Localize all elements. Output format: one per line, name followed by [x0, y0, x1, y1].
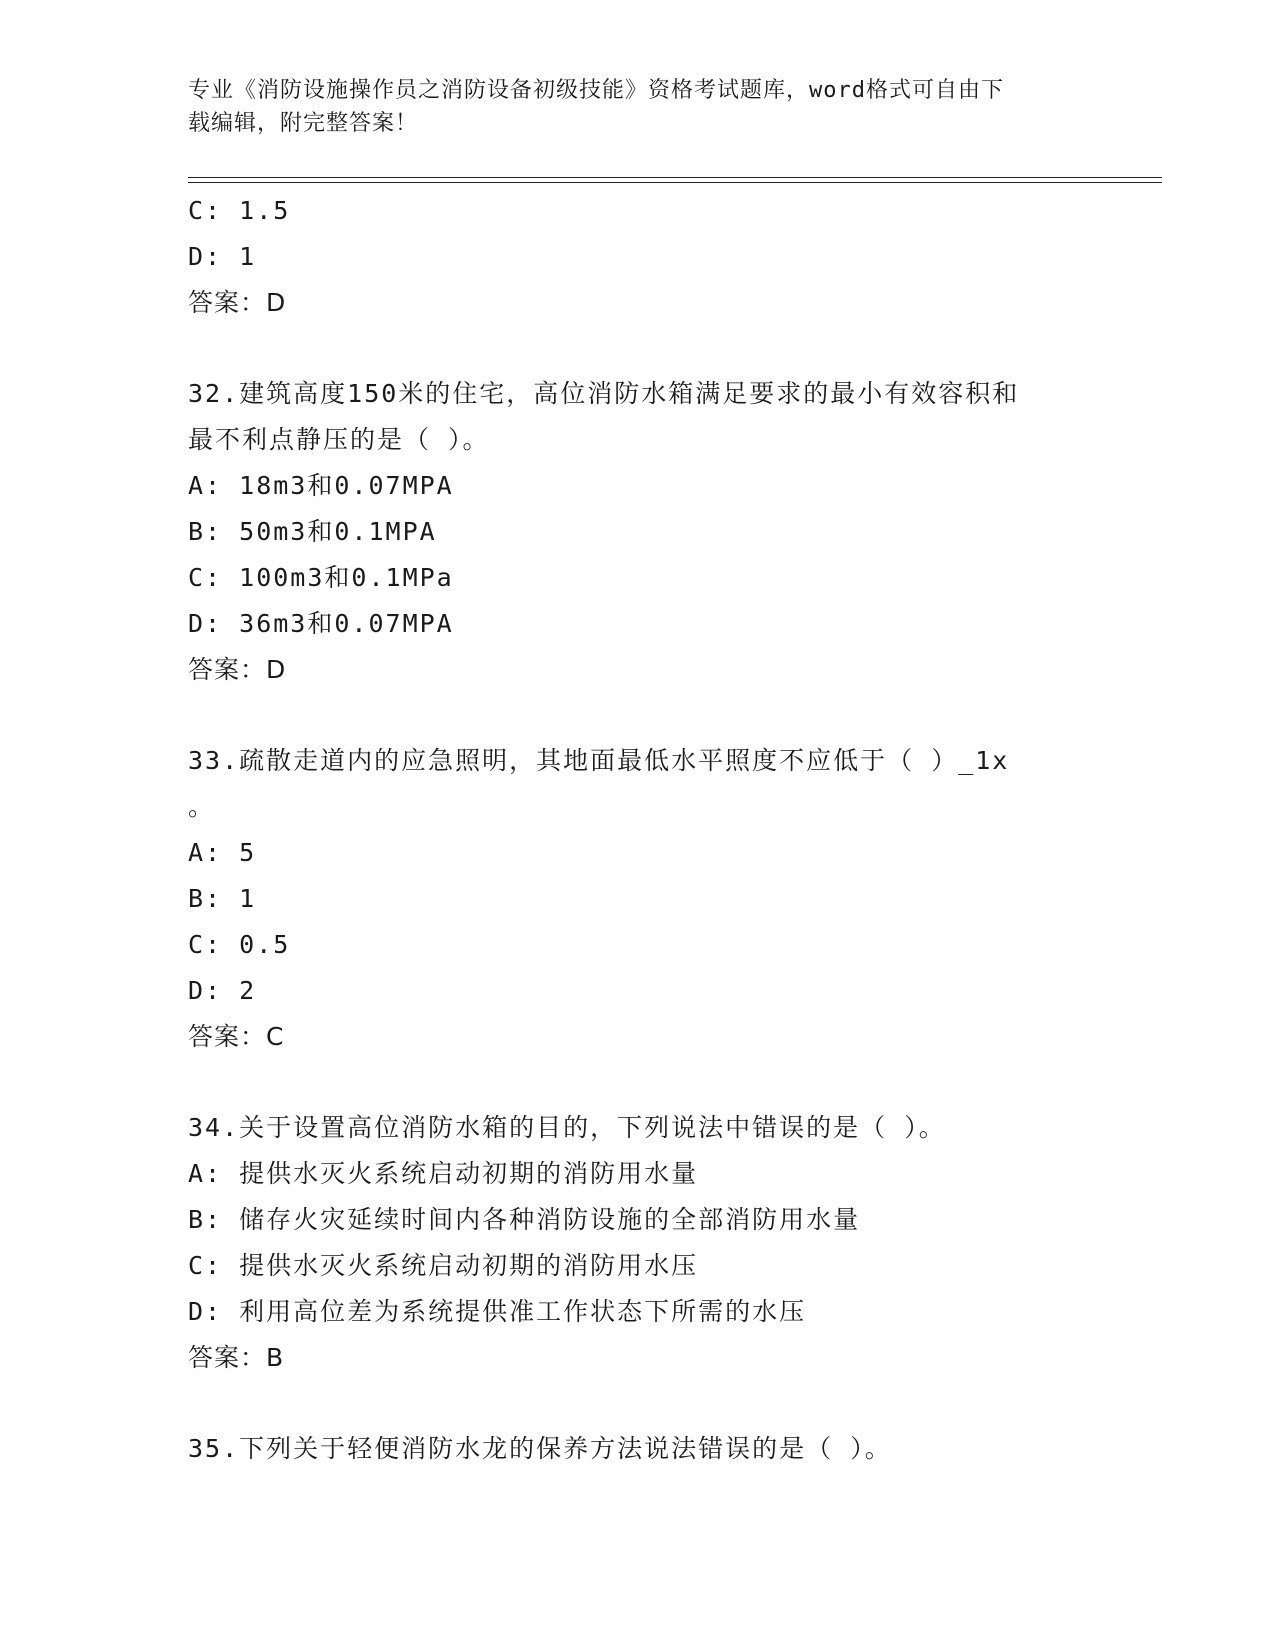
- question-stem-line1: 33.疏散走道内的应急照明，其地面最低水平照度不应低于（ ）_1x: [188, 746, 1010, 775]
- option-d: D: 2: [188, 976, 257, 1005]
- option-a: A: 5: [188, 838, 257, 867]
- header-text-line1: 专业《消防设施操作员之消防设备初级技能》资格考试题库，word格式可自由下: [188, 78, 1004, 103]
- question-stem-line1: 32.建筑高度150米的住宅，高位消防水箱满足要求的最小有效容积和: [188, 379, 1020, 408]
- question-stem-line1: 34.关于设置高位消防水箱的目的，下列说法中错误的是（ ）。: [188, 1113, 946, 1142]
- question-stem: [188, 1105, 1068, 1151]
- option-d: D: 1: [188, 242, 257, 271]
- header-divider: [188, 177, 1162, 178]
- option-c: C: 100m3和0.1MPa: [188, 563, 454, 592]
- option-c: C: 0.5: [188, 930, 291, 959]
- option-c: C: 提供水灭火系统启动初期的消防用水压: [188, 1251, 699, 1280]
- question-34: [188, 1105, 1088, 1381]
- question-stem: [188, 738, 1068, 830]
- question-32: [188, 371, 1088, 693]
- page-header: [188, 74, 1068, 140]
- question-33: [188, 738, 1088, 1060]
- answer: 答案：B: [188, 1343, 285, 1372]
- question-31-tail: [188, 188, 1088, 326]
- option-a: A: 18m3和0.07MPA: [188, 471, 454, 500]
- option-d: D: 利用高位差为系统提供准工作状态下所需的水压: [188, 1297, 807, 1326]
- option-d: D: 36m3和0.07MPA: [188, 609, 454, 638]
- question-stem-line1: 35.下列关于轻便消防水龙的保养方法说法错误的是（ ）。: [188, 1434, 892, 1463]
- question-35: [188, 1426, 1088, 1472]
- option-c: C: 1.5: [188, 196, 291, 225]
- option-a: A: 提供水灭火系统启动初期的消防用水量: [188, 1159, 699, 1188]
- header-divider-second: [188, 182, 1162, 183]
- option-b: B: 储存火灾延续时间内各种消防设施的全部消防用水量: [188, 1205, 861, 1234]
- question-stem: [188, 371, 1068, 463]
- question-stem-line2: 。: [188, 792, 216, 821]
- question-stem-line2: 最不利点静压的是（ ）。: [188, 425, 490, 454]
- question-stem: [188, 1426, 1068, 1472]
- answer: 答案：C: [188, 1022, 285, 1051]
- question-list: [188, 188, 1088, 1472]
- option-b: B: 1: [188, 884, 257, 913]
- answer: 答案：D: [188, 288, 287, 317]
- option-b: B: 50m3和0.1MPA: [188, 517, 437, 546]
- header-text-line2: 载编辑，附完整答案！: [188, 111, 419, 136]
- answer: 答案：D: [188, 655, 287, 684]
